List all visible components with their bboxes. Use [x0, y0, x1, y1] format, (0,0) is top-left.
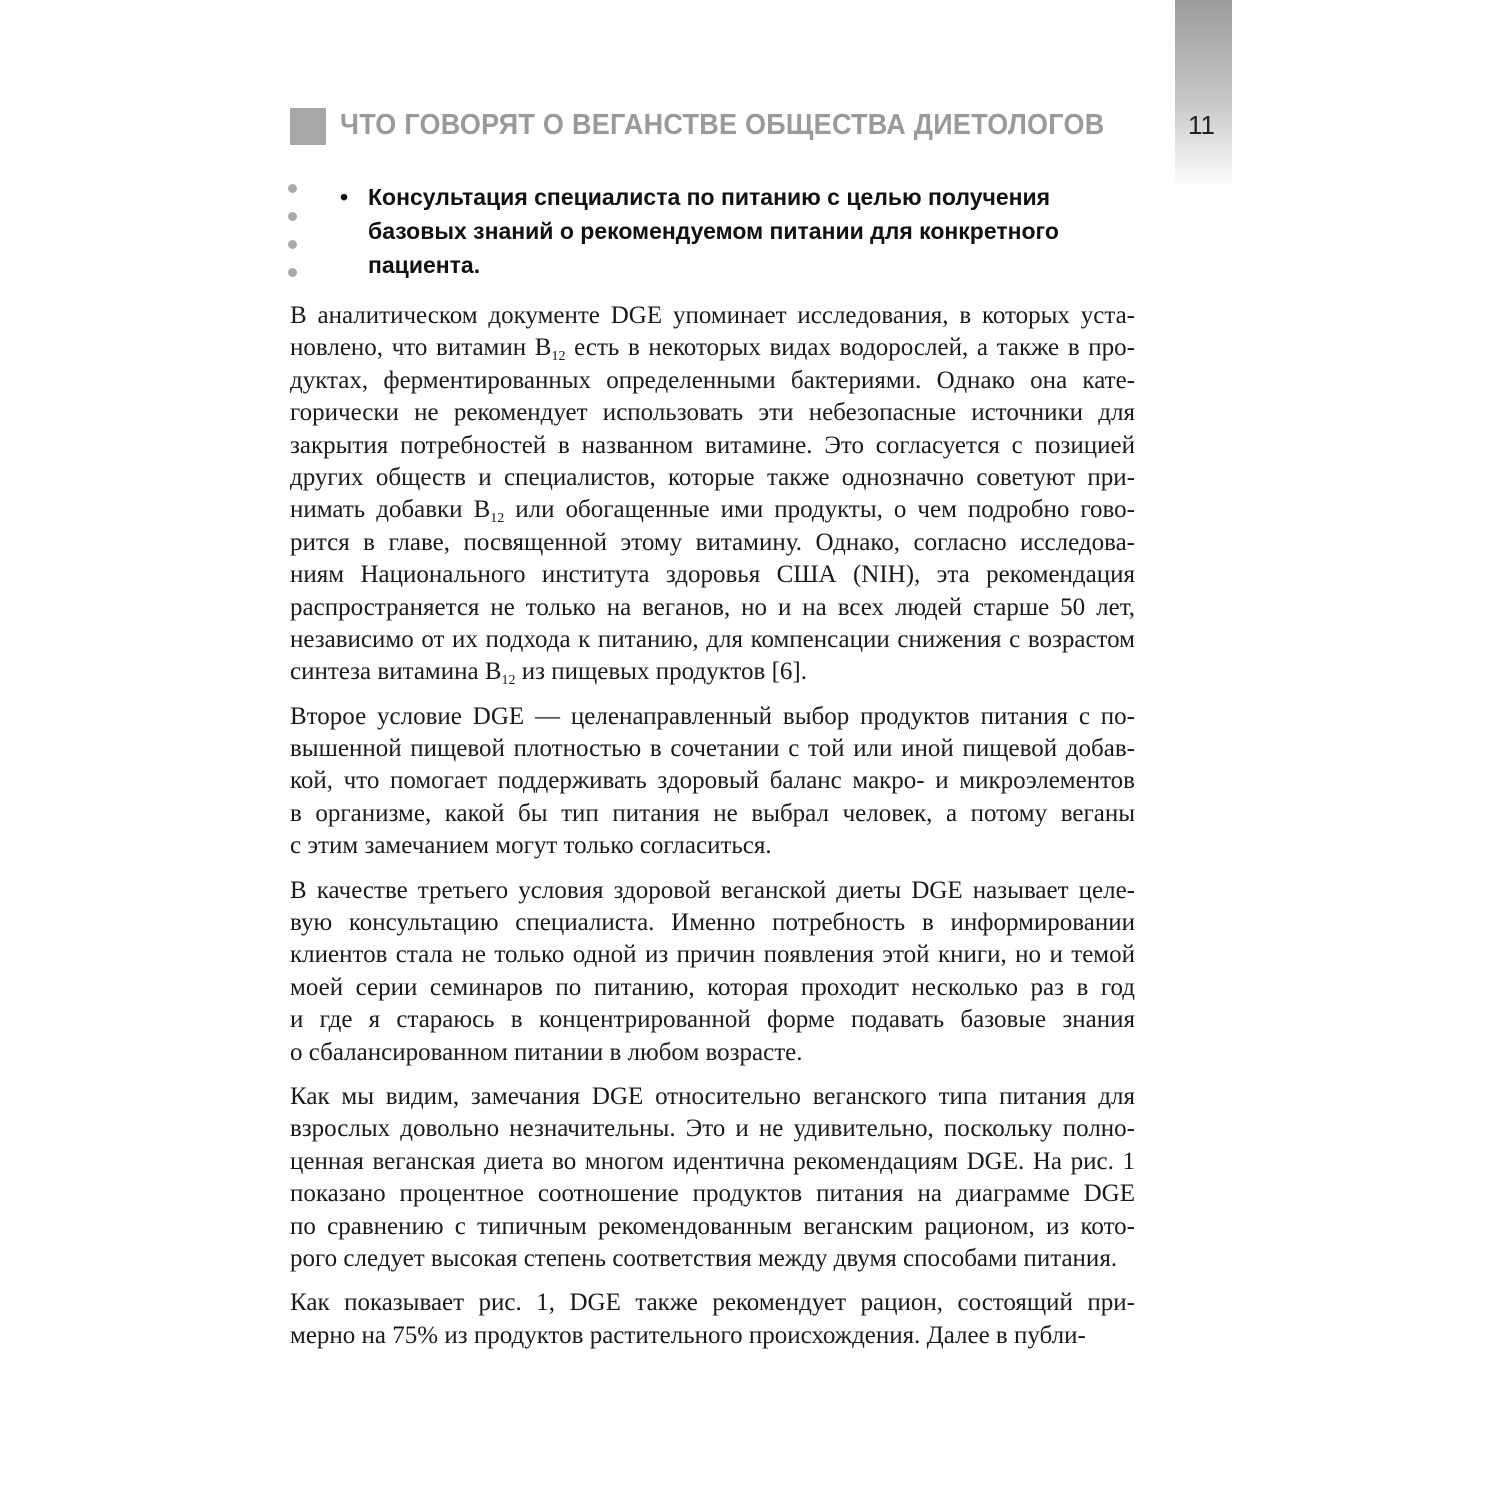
- text-line: [290, 1320, 1135, 1352]
- text-segment: горически не рекомендует использовать эти небезопасные источники для: [290, 399, 1135, 427]
- page-number: 11: [1188, 110, 1215, 140]
- decorative-dot-icon: [288, 268, 297, 277]
- text-segment: кой, что помогает поддерживать здоровый баланс макро- и микроэлементов: [290, 767, 1135, 795]
- bullet-list-item: [340, 180, 1130, 282]
- text-segment: ценная веганская диета во многом идентична рекомендациям DGE. На рис. 1: [290, 1147, 1135, 1175]
- subscript: 12: [501, 673, 516, 689]
- text-segment: показано процентное соотношение продуктов питания на диаграмме DGE: [290, 1180, 1135, 1208]
- text-line: [290, 1081, 1135, 1113]
- paragraph: [290, 300, 1135, 689]
- text-line: [290, 701, 1135, 733]
- text-line: [290, 939, 1135, 971]
- body-text: [290, 300, 1135, 1364]
- text-segment: вышенной пищевой плотностью в сочетании с той или иной пищевой добав-: [290, 735, 1135, 763]
- text-line: [290, 494, 1135, 526]
- text-segment: других обществ и специалистов, которые также однозначно советуют при-: [290, 463, 1135, 491]
- text-segment: рится в главе, посвященной этому витамину. Однако, согласно исследова-: [290, 528, 1135, 556]
- text-line: [290, 1211, 1135, 1243]
- text-line: [290, 875, 1135, 907]
- text-line: [290, 365, 1135, 397]
- text-line: [290, 527, 1135, 559]
- paragraph: [290, 875, 1135, 1069]
- text-line: [290, 397, 1135, 429]
- text-line: [290, 765, 1135, 797]
- text-line: [290, 462, 1135, 494]
- running-header-title: ЧТО ГОВОРЯТ О ВЕГАНСТВЕ ОБЩЕСТВА ДИЕТОЛОГОВ: [340, 109, 1105, 141]
- text-segment: Как мы видим, замечания DGE относительно веганского типа питания для: [290, 1082, 1135, 1110]
- text-segment: мерно на 75% из продуктов растительного происхождения. Далее в публи-: [290, 1321, 1086, 1349]
- text-line: [290, 592, 1135, 624]
- text-line: [290, 559, 1135, 591]
- text-segment: и где я стараюсь в концентрированной форме подавать базовые знания: [290, 1006, 1135, 1034]
- text-segment: моей серии семинаров по питанию, которая проходит несколько раз в год: [290, 973, 1135, 1001]
- text-line: [290, 733, 1135, 765]
- text-line: [290, 1243, 1135, 1275]
- text-segment: в организме, какой бы тип питания не выбрал человек, а потому веганы: [290, 799, 1135, 827]
- text-segment: из пищевых продуктов [6].: [515, 658, 807, 686]
- text-line: [290, 332, 1135, 364]
- text-segment: нимать добавки B: [290, 496, 491, 524]
- text-line: [290, 907, 1135, 939]
- heading-square-icon: [290, 108, 326, 145]
- text-segment: ниям Национального института здоровья США (NIH), эта рекомендация: [290, 561, 1135, 589]
- text-segment: по сравнению с типичным рекомендованным веганским рационом, из кото-: [290, 1212, 1135, 1240]
- bullet-marker: •: [340, 184, 349, 210]
- decorative-dot-icon: [288, 240, 297, 249]
- text-line: [290, 1178, 1135, 1210]
- text-segment: независимо от их подхода к питанию, для компенсации снижения с возрастом: [290, 625, 1135, 653]
- text-segment: взрослых довольно незначительны. Это и не удивительно, поскольку полно-: [290, 1115, 1135, 1143]
- text-line: [290, 830, 1135, 862]
- text-segment: В аналитическом документе DGE упоминает исследования, в которых уста-: [290, 302, 1135, 329]
- text-segment: или обогащенные ими продукты, о чем подробно гово-: [504, 496, 1135, 524]
- bullet-line: пациента.: [368, 252, 481, 278]
- text-line: [290, 1004, 1135, 1036]
- bullet-line: базовых знаний о рекомендуемом питании для конкретного: [368, 218, 1059, 244]
- text-line: [290, 656, 1135, 688]
- text-segment: синтеза витамина B: [290, 658, 502, 686]
- text-segment: клиентов стала не только одной из причин появления этой книги, но и темой: [290, 941, 1135, 969]
- text-segment: Как показывает рис. 1, DGE также рекомендует рацион, состоящий при-: [290, 1289, 1135, 1317]
- text-segment: Второе условие DGE — целенаправленный выбор продуктов питания с по-: [290, 702, 1135, 730]
- text-line: [290, 1037, 1135, 1069]
- bullet-line: Консультация специалиста по питанию с целью получения: [368, 184, 1051, 210]
- text-segment: распространяется не только на веганов, но и на всех людей старше 50 лет,: [290, 593, 1135, 621]
- paragraph: [290, 1287, 1135, 1352]
- text-segment: новлено, что витамин B: [290, 334, 552, 362]
- text-segment: с этим замечанием могут только согласиться.: [290, 832, 772, 860]
- text-segment: есть в некоторых видах водорослей, а также в про-: [565, 334, 1135, 362]
- decorative-dot-icon: [288, 212, 297, 221]
- text-line: [290, 1146, 1135, 1178]
- subscript: 12: [490, 511, 505, 527]
- text-segment: дуктах, ферментированных определенными бактериями. Однако она кате-: [290, 366, 1135, 394]
- text-segment: закрытия потребностей в названном витамине. Это согласуется с позицией: [290, 431, 1135, 459]
- text-segment: В качестве третьего условия здоровой веганской диеты DGE называет целе-: [290, 876, 1135, 904]
- text-line: [290, 624, 1135, 656]
- paragraph: [290, 701, 1135, 863]
- text-segment: о сбалансированном питании в любом возрасте.: [290, 1038, 803, 1066]
- text-line: [290, 798, 1135, 830]
- text-segment: вую консультацию специалиста. Именно потребность в информировании: [290, 909, 1135, 937]
- text-line: [290, 1113, 1135, 1145]
- paragraph: [290, 1081, 1135, 1275]
- subscript: 12: [551, 349, 566, 365]
- decorative-dot-icon: [288, 184, 297, 193]
- text-line: [290, 300, 1135, 332]
- text-segment: рого следует высокая степень соответствия между двумя способами питания.: [290, 1244, 1118, 1272]
- text-line: [290, 1287, 1135, 1319]
- text-line: [290, 972, 1135, 1004]
- chapter-tab-marker: [1175, 0, 1232, 188]
- text-line: [290, 430, 1135, 462]
